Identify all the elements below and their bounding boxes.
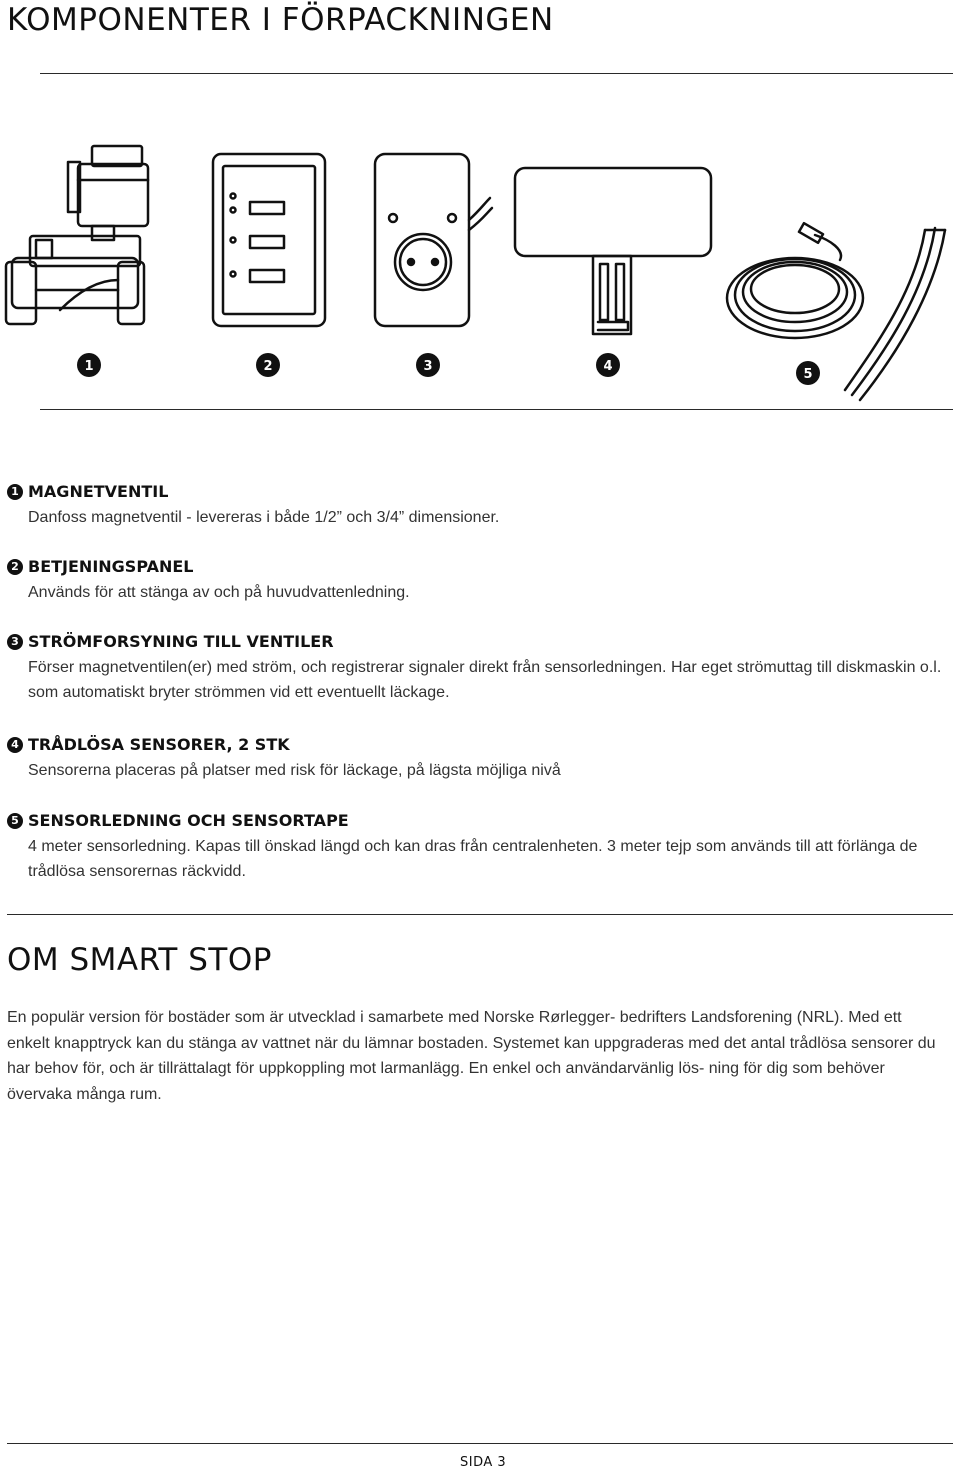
footer-divider (7, 1443, 953, 1444)
component-description: Sensorerna placeras på platser med risk för läckage, på lägsta möjliga nivå (28, 762, 561, 779)
illustration-label-1: 1 (84, 359, 94, 374)
component-title: MAGNETVENTIL (28, 482, 169, 501)
number-badge: 2 (7, 559, 23, 575)
section-divider (7, 914, 953, 915)
component-description: Används för att stänga av och på huvudvattenledning. (28, 584, 410, 601)
number-badge: 3 (7, 634, 23, 650)
component-description: Danfoss magnetventil - levereras i både 1/2” och 3/4” dimensioner. (28, 509, 500, 526)
page-title: KOMPONENTER I FÖRPACKNINGEN (7, 2, 554, 38)
illustration-label-2: 2 (263, 359, 273, 374)
top-divider (40, 73, 953, 74)
illustration-label-4: 4 (603, 359, 613, 374)
wireless-sensor-icon (515, 168, 711, 334)
illustration-label-3: 3 (423, 359, 433, 374)
component-item (7, 631, 952, 705)
page-number: SIDA 3 (460, 1455, 507, 1470)
number-badge: 4 (7, 737, 23, 753)
illustration-label-5: 5 (803, 367, 813, 382)
component-item (7, 810, 952, 884)
solenoid-valve-icon (6, 146, 148, 324)
component-description: Förser magnetventilen(er) med ström, och registrerar signaler direkt från sensorledningen. Har eget strömuttag till diskmaskin o.l. som automatiskt bryter strömmen vid ett eventuellt läckage. (28, 659, 942, 701)
control-panel-icon (213, 154, 325, 326)
component-description: 4 meter sensorledning. Kapas till önskad längd och kan dras från centralenheten. 3 meter tejp som används till att förlänga de trådlösa sensorernas räckvidd. (28, 838, 918, 880)
component-item (7, 481, 952, 530)
component-item (7, 556, 952, 605)
component-item (7, 734, 952, 783)
about-paragraph: En populär version för bostäder som är utvecklad i samarbete med Norske Rørlegger- bedrifters Landsforening (NRL). Med ett enkelt knapptryck kan du stänga av vattnet när du lämnar bostaden. Systemet kan uppgraderas med det antal trådlösa sensorer du har behov för, och är tillrättalagt för uppkoppling mot larmanlägg. En enkel och användarvänlig lös- ning för dig som behöver övervaka många rum. (7, 1009, 936, 1103)
component-title: SENSORLEDNING OCH SENSORTAPE (28, 811, 349, 830)
number-badge: 5 (7, 813, 23, 829)
components-illustration (0, 140, 960, 420)
illustration-divider (40, 409, 953, 410)
component-title: BETJENINGSPANEL (28, 557, 194, 576)
sensor-tape-icon (845, 228, 945, 400)
about-title: OM SMART STOP (7, 942, 272, 978)
power-supply-icon (375, 154, 492, 326)
component-title: TRÅDLÖSA SENSORER, 2 STK (28, 735, 290, 754)
sensor-cable-icon (727, 223, 863, 338)
number-badge: 1 (7, 484, 23, 500)
component-title: STRÖMFORSYNING TILL VENTILER (28, 632, 334, 651)
